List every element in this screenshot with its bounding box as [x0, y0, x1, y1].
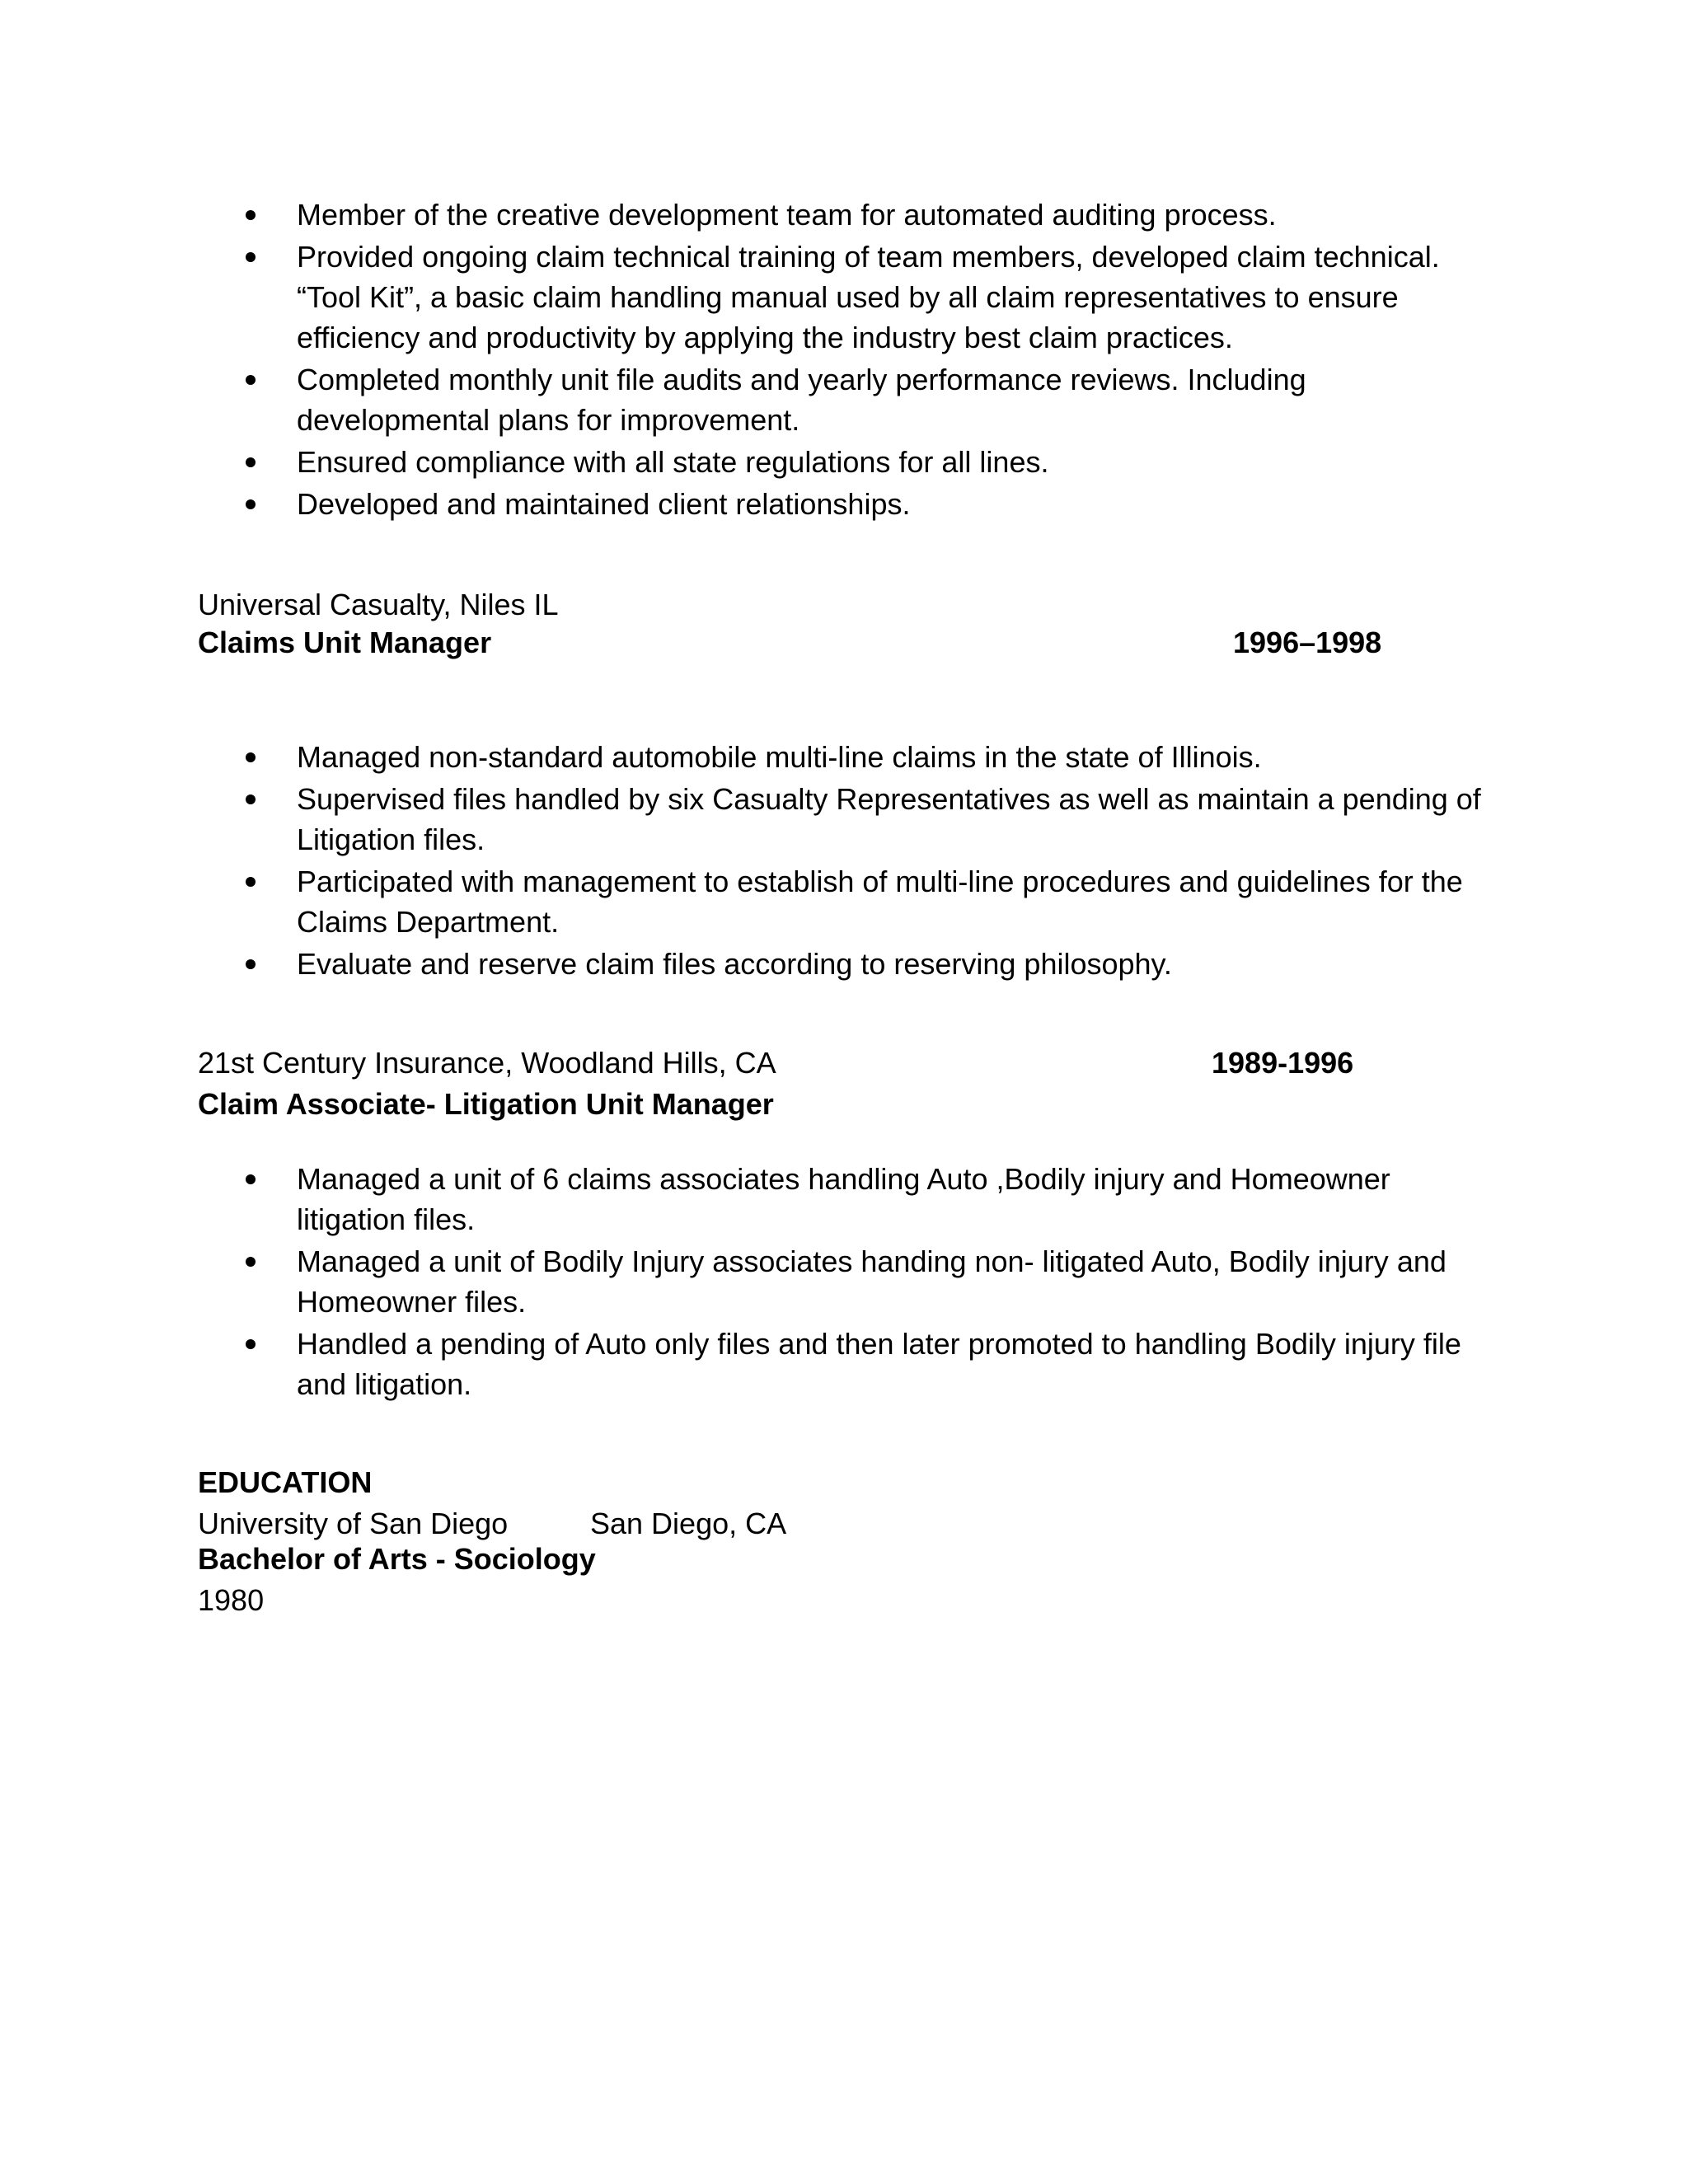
education-year: 1980	[198, 1583, 265, 1617]
education-heading: EDUCATION	[198, 1465, 373, 1499]
bullet-icon	[246, 1339, 256, 1349]
company-21st-century: 21st Century Insurance, Woodland Hills, CA	[198, 1046, 776, 1080]
education-degree: Bachelor of Arts - Sociology	[198, 1542, 596, 1576]
education-school: University of San Diego	[198, 1507, 509, 1540]
education-location: San Diego, CA	[590, 1507, 787, 1540]
job-title-universal: Claims Unit Manager	[198, 626, 492, 659]
bullet-icon	[246, 877, 256, 887]
job-dates-21st-century: 1989-1996	[1212, 1046, 1354, 1080]
list-item: Handled a pending of Auto only files and then later promoted to handling Bodily injury file and litigation.	[198, 1324, 1484, 1404]
universal-bullets	[198, 737, 1484, 986]
list-item: Managed non-standard automobile multi-line claims in the state of Illinois.	[198, 737, 1484, 777]
bullet-icon	[246, 752, 256, 762]
job-dates-universal: 1996–1998	[1233, 626, 1382, 659]
bullet-icon	[246, 794, 256, 804]
bullet-icon	[246, 375, 256, 385]
list-item: Developed and maintained client relationships.	[198, 484, 1484, 524]
list-item: Provided ongoing claim technical training of team members, developed claim technical. “Tool Kit”, a basic claim handling manual used by all claim representatives to ensure efficiency and productivity by applying the industry best claim practices.	[198, 237, 1484, 358]
list-item: Supervised files handled by six Casualty Representatives as well as maintain a pending of Litigation files.	[198, 779, 1484, 860]
bullet-icon	[246, 1174, 256, 1184]
bullet-icon	[246, 210, 256, 220]
list-item: Managed a unit of 6 claims associates handling Auto ,Bodily injury and Homeowner litigation files.	[198, 1159, 1484, 1240]
list-item: Member of the creative development team for automated auditing process.	[198, 194, 1484, 235]
list-item: Participated with management to establish of multi-line procedures and guidelines for the Claims Department.	[198, 861, 1484, 942]
bullet-icon	[246, 499, 256, 509]
bullet-icon	[246, 1257, 256, 1267]
bullet-icon	[246, 959, 256, 969]
list-item: Evaluate and reserve claim files according to reserving philosophy.	[198, 944, 1484, 984]
bullet-icon	[246, 252, 256, 262]
21st-century-bullets	[198, 1159, 1484, 1406]
previous-role-bullets	[198, 194, 1484, 526]
list-item: Ensured compliance with all state regulations for all lines.	[198, 442, 1484, 482]
company-universal: Universal Casualty, Niles IL	[198, 588, 559, 621]
bullet-icon	[246, 457, 256, 467]
job-title-21st-century: Claim Associate- Litigation Unit Manager	[198, 1087, 774, 1121]
list-item: Completed monthly unit file audits and yearly performance reviews. Including developmental plans for improvement.	[198, 359, 1484, 440]
list-item: Managed a unit of Bodily Injury associates handing non- litigated Auto, Bodily injury and Homeowner files.	[198, 1241, 1484, 1322]
